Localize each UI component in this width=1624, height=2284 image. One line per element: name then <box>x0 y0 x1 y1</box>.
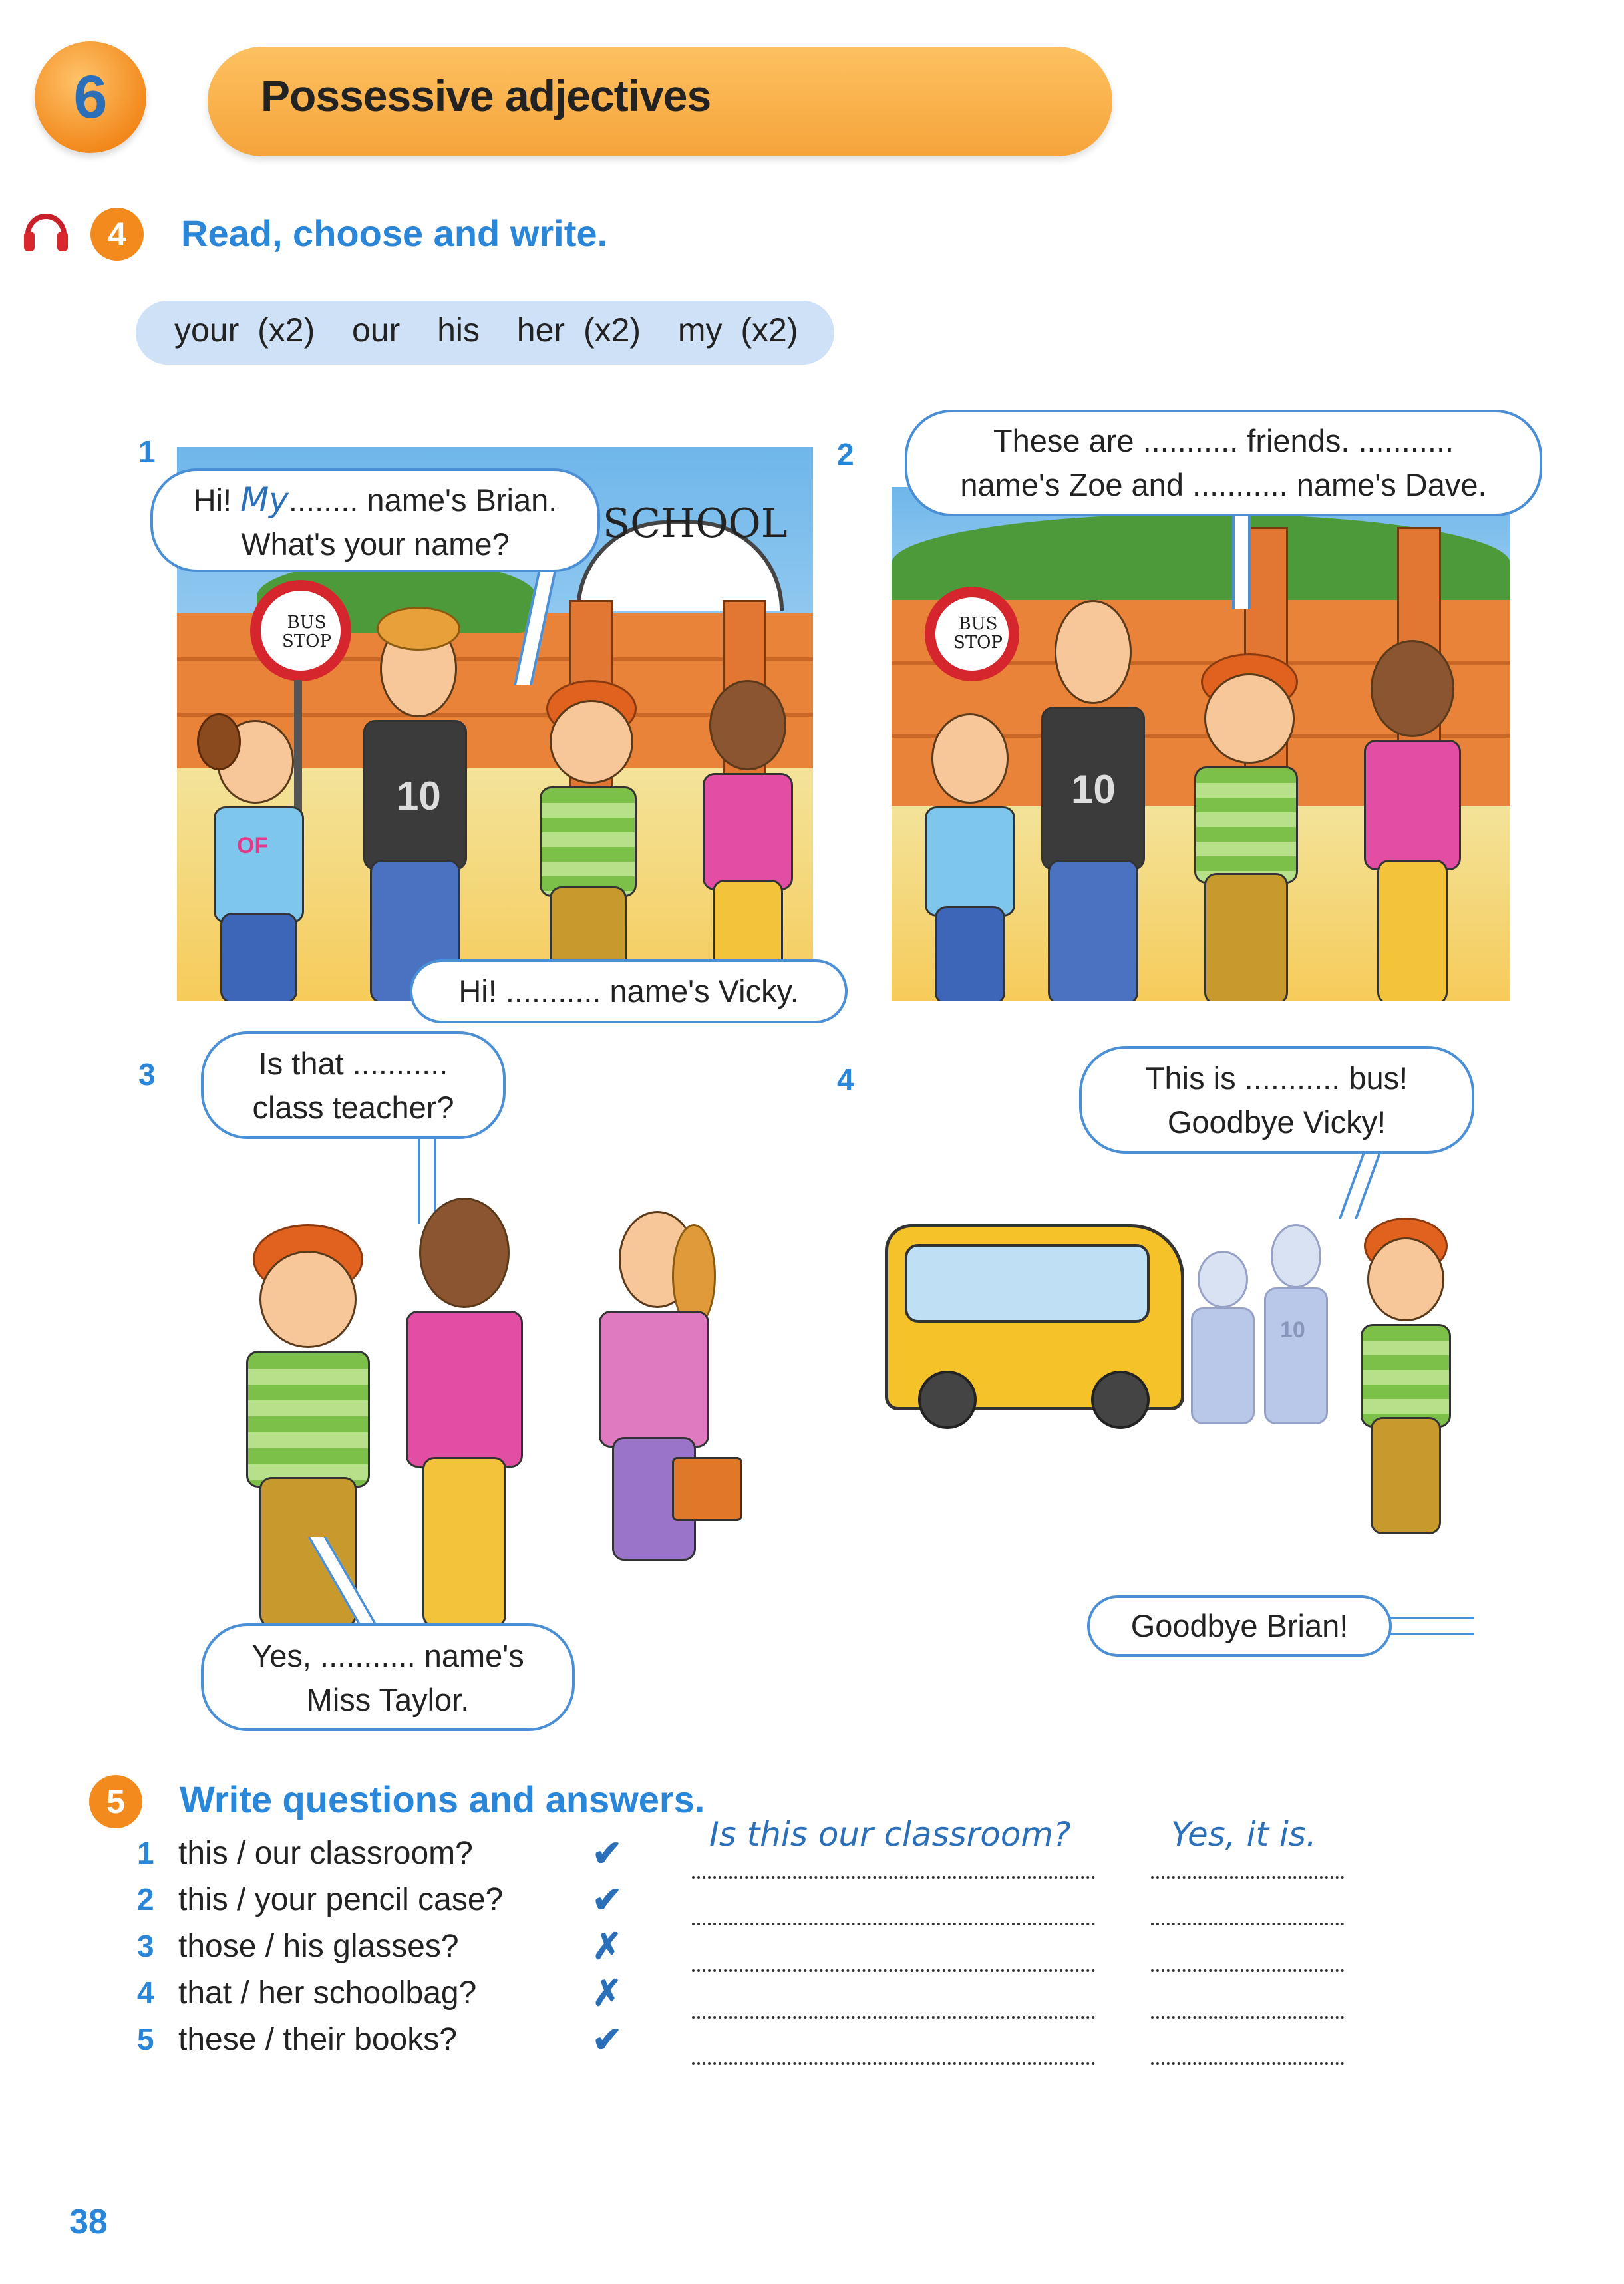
panel-4-illustration <box>878 1211 1477 1530</box>
bubble-text: Is that ........... <box>258 1046 448 1081</box>
bus-stop-sign: BUS STOP <box>282 613 331 651</box>
speech-bubble-vicky-3 <box>201 1031 506 1139</box>
question-line[interactable] <box>692 1923 1095 1925</box>
boy-dave-figure <box>1257 1224 1331 1424</box>
handwritten-question: Is this our classroom? <box>709 1815 1071 1854</box>
answer-line[interactable] <box>1151 1923 1344 1925</box>
headphones-icon <box>23 205 69 254</box>
bubble-text: Hi! <box>193 482 241 518</box>
panel-1-number: 1 <box>138 434 156 469</box>
check-icon: ✔ <box>592 2020 623 2060</box>
boy-brian-figure <box>226 1224 386 1623</box>
panel-2-number: 2 <box>837 437 854 472</box>
exercise-5-instruction: Write questions and answers. <box>180 1778 705 1820</box>
row-prompt: this / our classroom? <box>178 1836 473 1871</box>
bubble-tail <box>1339 1152 1381 1219</box>
speech-bubble-vicky <box>410 959 848 1023</box>
boy-brian-figure <box>523 687 649 999</box>
shirt-text: OF <box>237 833 269 858</box>
question-line[interactable] <box>692 2062 1095 2065</box>
bubble-tail <box>1232 516 1251 609</box>
boy-brian-figure <box>1171 660 1317 1001</box>
miss-taylor-figure <box>572 1211 732 1597</box>
answer-line[interactable] <box>1151 2016 1344 2019</box>
handwritten-answer: Yes, it is. <box>1171 1815 1317 1854</box>
bubble-text: name's Zoe and ........... name's Dave. <box>960 467 1487 502</box>
row-prompt: this / your pencil case? <box>178 1882 504 1917</box>
panel-4-number: 4 <box>837 1062 854 1097</box>
bubble-text: This is ........... bus! <box>1145 1060 1408 1096</box>
check-icon: ✔ <box>592 1880 623 1920</box>
exercise-4-number: 4 <box>90 208 144 261</box>
row-number: 1 <box>137 1836 154 1870</box>
bubble-tail <box>1388 1617 1474 1635</box>
girl-vicky-figure <box>683 673 809 999</box>
speech-bubble-brian <box>150 468 600 572</box>
bubble-text: Miss Taylor. <box>306 1682 470 1717</box>
row-prompt: these / their books? <box>178 2022 457 2057</box>
bubble-text: Hi! ........... name's Vicky. <box>458 973 799 1009</box>
speech-bubble-vicky-3b <box>201 1623 575 1731</box>
row-number: 4 <box>137 1975 154 2010</box>
girl-zoe-figure <box>1184 1251 1257 1424</box>
answer-line[interactable] <box>1151 1969 1344 1972</box>
page-title: Possessive adjectives <box>261 71 711 120</box>
question-line[interactable] <box>692 2016 1095 2019</box>
shirt-number: 10 <box>397 774 441 818</box>
boy-dave-figure <box>343 620 483 999</box>
bubble-text: What's your name? <box>241 526 510 562</box>
bubble-text: Yes, ........... name's <box>251 1638 524 1673</box>
girl-vicky-figure <box>1344 640 1477 1001</box>
answer-line[interactable] <box>1151 2062 1344 2065</box>
shirt-number: 10 <box>1280 1317 1305 1343</box>
girl-vicky-figure <box>386 1184 532 1623</box>
bubble-text: Goodbye Brian! <box>1130 1608 1349 1643</box>
speech-bubble-vicky-4 <box>1087 1595 1392 1657</box>
shirt-number: 10 <box>1071 767 1116 812</box>
row-number: 5 <box>137 2022 154 2056</box>
answer-line[interactable] <box>1151 1876 1344 1879</box>
word-box-text: your (x2) our his her (x2) my (x2) <box>174 311 798 349</box>
exercise-4-instruction: Read, choose and write. <box>181 212 608 254</box>
row-prompt: those / his glasses? <box>178 1929 459 1964</box>
bubble-text: These are ........... friends. ........... <box>993 423 1454 458</box>
panel-2-illustration <box>892 487 1510 1001</box>
bus-stop-sign: BUS STOP <box>953 614 1003 653</box>
girl-zoe-figure <box>905 713 1031 1001</box>
row-number: 3 <box>137 1929 154 1963</box>
check-icon: ✔ <box>592 1834 623 1874</box>
cross-icon: ✗ <box>592 1927 623 1967</box>
speech-bubble-brian-4 <box>1079 1046 1474 1154</box>
panel-3-illustration <box>200 1158 772 1623</box>
speech-bubble-brian-2 <box>905 410 1542 516</box>
page-number: 38 <box>69 2203 108 2241</box>
school-sign: SCHOOL <box>603 500 788 547</box>
handwritten-answer: My <box>240 480 289 519</box>
cross-icon: ✗ <box>592 1973 623 2013</box>
bubble-text: class teacher? <box>252 1090 454 1125</box>
girl-zoe-figure <box>190 713 323 999</box>
panel-3-number: 3 <box>138 1057 156 1092</box>
briefcase-icon <box>672 1457 742 1521</box>
row-prompt: that / her schoolbag? <box>178 1975 477 2011</box>
bubble-text: ........ name's Brian. <box>288 482 558 518</box>
boy-dave-figure <box>1025 600 1158 1001</box>
exercise-5-number: 5 <box>89 1775 142 1828</box>
row-number: 2 <box>137 1882 154 1917</box>
bubble-text: Goodbye Vicky! <box>1167 1104 1386 1140</box>
question-line[interactable] <box>692 1969 1095 1972</box>
question-line[interactable] <box>692 1876 1095 1879</box>
unit-number: 6 <box>73 63 108 131</box>
boy-brian-figure <box>1344 1224 1464 1530</box>
